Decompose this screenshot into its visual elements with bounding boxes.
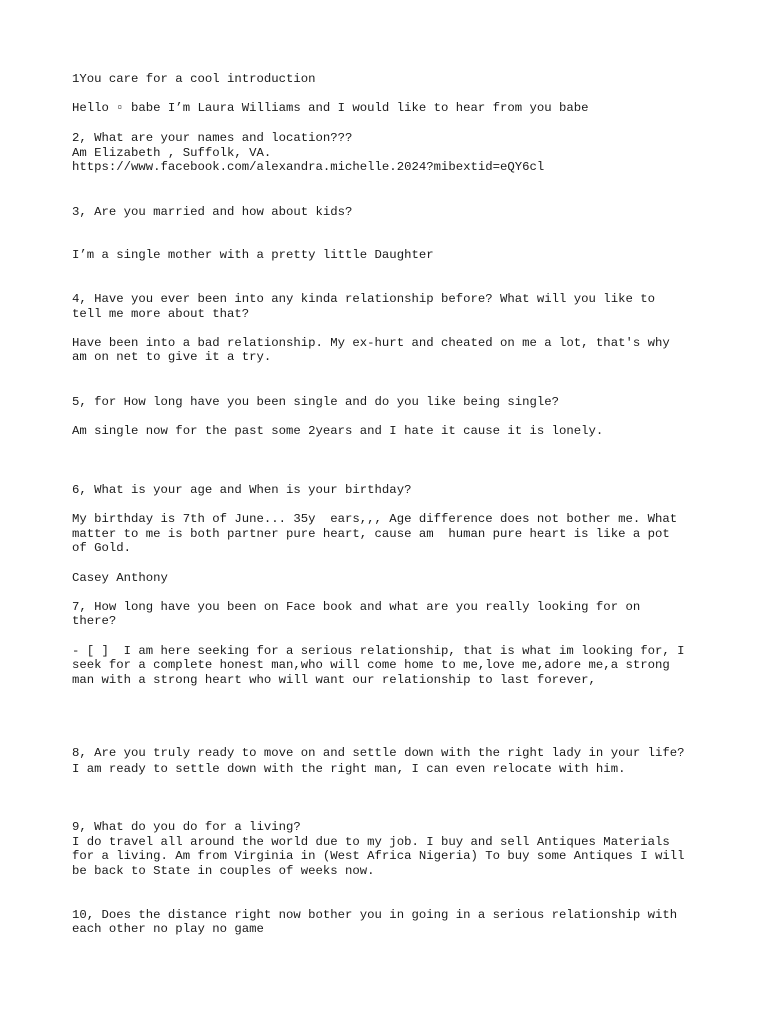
text-line: https://www.facebook.com/alexandra.michelle.2024?mibextid=eQY6cl [72,160,545,174]
text-line: 6, What is your age and When is your birthday? [72,483,412,497]
text-line: Am Elizabeth , Suffolk, VA. [72,146,272,160]
text-line: matter to me is both partner pure heart, cause am human pure heart is like a pot [72,527,670,541]
text-line: 10, Does the distance right now bother you in going in a serious relationship with [72,908,678,922]
text-line: man with a strong heart who will want our relationship to last forever, [72,673,596,687]
text-line: I’m a single mother with a pretty little Daughter [72,248,434,262]
text-line: of Gold. [72,541,132,555]
text-line: Am single now for the past some 2years and I hate it cause it is lonely. [72,424,604,438]
text-line: 9, What do you do for a living? [72,820,301,834]
text-line: for a living. Am from Virginia in (West Africa Nigeria) To buy some Antiques I will [72,849,685,863]
text-line: My birthday is 7th of June... 35y ears,,, Age difference does not bother me. What [72,512,678,526]
text-line: 8, Are you truly ready to move on and settle down with the right lady in your life? [72,746,685,760]
text-line: am on net to give it a try. [72,350,272,364]
text-line: Have been into a bad relationship. My ex-hurt and cheated on me a lot, that's why [72,336,670,350]
text-line: there? [72,614,117,628]
text-line: Casey Anthony [72,571,168,585]
text-line: - [ ] I am here seeking for a serious relationship, that is what im looking for, I [72,644,685,658]
text-line: seek for a complete honest man,who will come home to me,love me,adore me,a strong [72,658,670,672]
text-line: 3, Are you married and how about kids? [72,205,353,219]
text-line: each other no play no game [72,922,264,936]
text-line: 2, What are your names and location??? [72,131,353,145]
text-line: 1You care for a cool introduction [72,72,316,86]
text-line: 7, How long have you been on Face book and what are you really looking for on [72,600,641,614]
text-line: 5, for How long have you been single and do you like being single? [72,395,560,409]
text-line: tell me more about that? [72,307,250,321]
text-line: I do travel all around the world due to my job. I buy and sell Antiques Materials [72,835,670,849]
text-line: Hello ▫ babe I’m Laura Williams and I would like to hear from you babe [72,101,589,115]
text-line: I am ready to settle down with the right man, I can even relocate with him. [72,762,626,776]
text-line: be back to State in couples of weeks now. [72,864,375,878]
text-line: 4, Have you ever been into any kinda relationship before? What will you like to [72,292,655,306]
